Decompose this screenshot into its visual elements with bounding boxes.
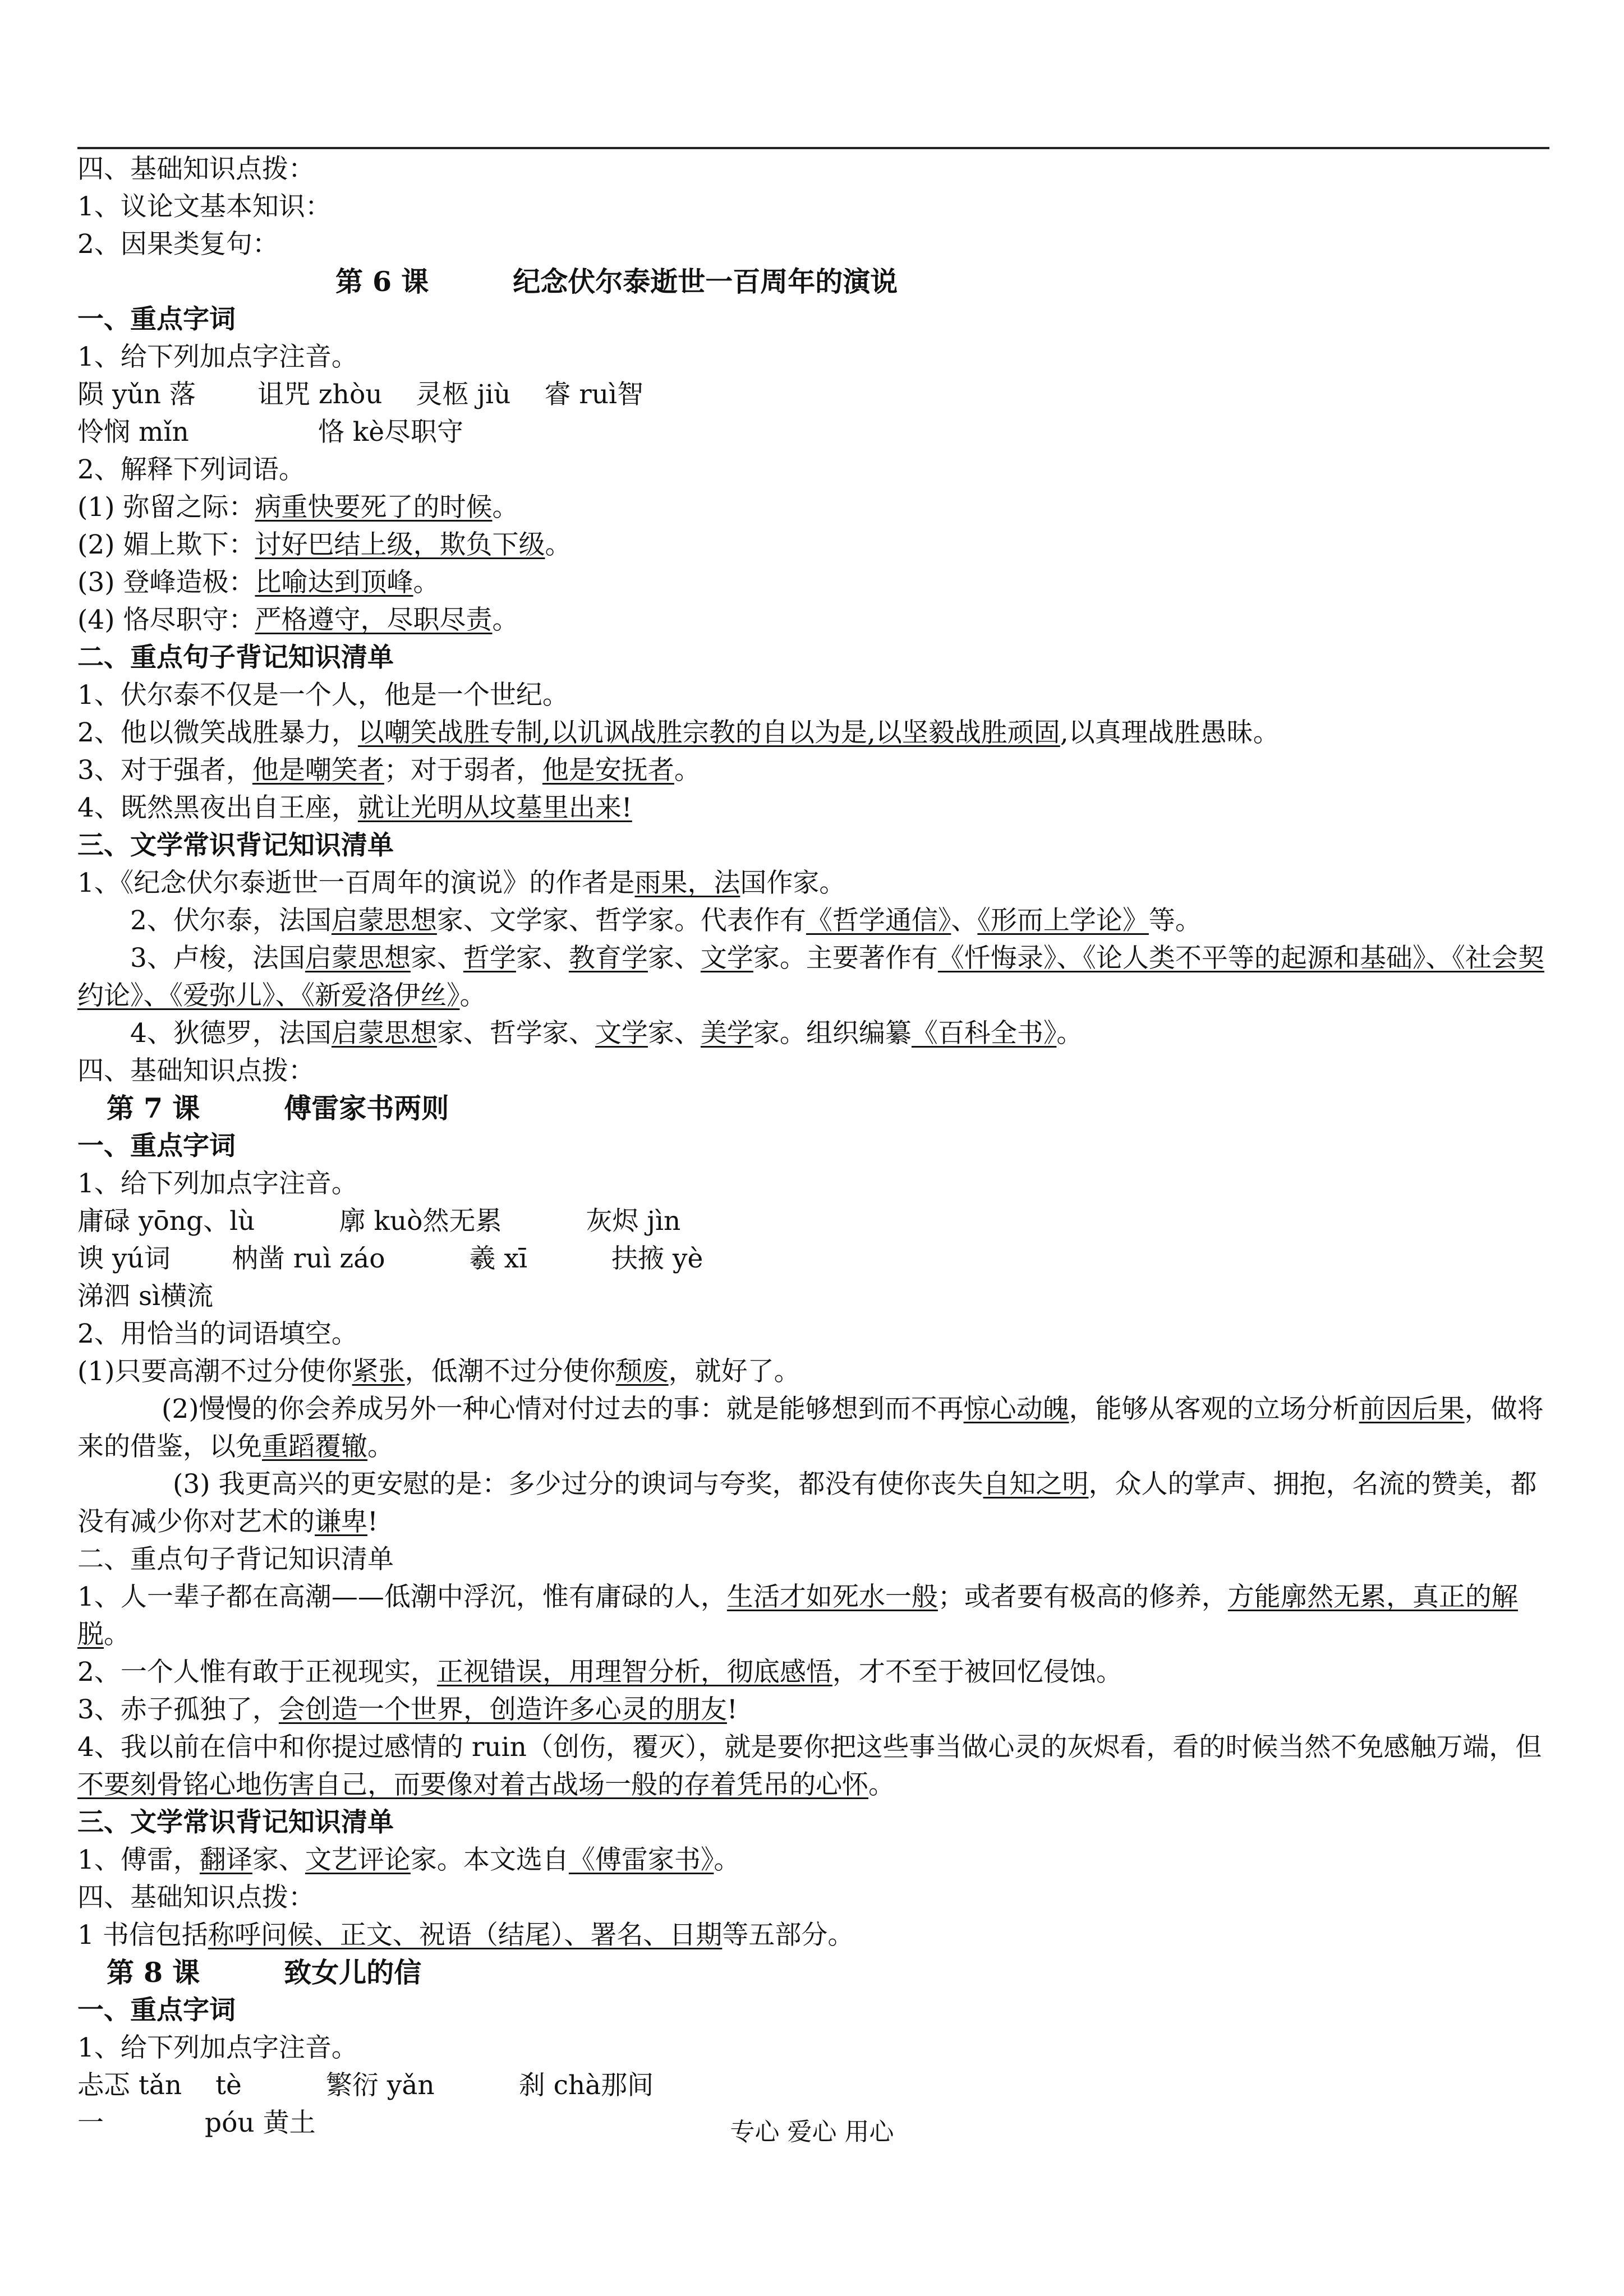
definition-line: (3) 登峰造极：比喻达到顶峰。 — [77, 567, 440, 598]
pinyin-line: 陨 yǔn 落 诅咒 zhòu 灵柩 jiù 睿 ruì智 — [77, 379, 644, 410]
text-line: (1)只要高潮不过分使你紧张，低潮不过分使你颓废，就好了。 — [77, 1356, 801, 1387]
text-line: 2、用恰当的词语填空。 — [77, 1318, 358, 1349]
text-line: 4、既然黑夜出自王座，就让光明从坟墓里出来! — [77, 792, 632, 823]
pinyin-line: 庸碌 yōng、lù 廓 kuò然无累 灰烬 jìn — [77, 1206, 681, 1237]
definition-line: (4) 恪尽职守：严格遵守，尽职尽责。 — [77, 605, 519, 635]
pinyin-line: 忐忑 tǎn tè 繁衍 yǎn 刹 chà那间 — [77, 2070, 654, 2101]
header-rule — [77, 147, 1549, 149]
pinyin-line: 涕泗 sì横流 — [77, 1281, 214, 1312]
text-line: 3、赤子孤独了，会创造一个世界，创造许多心灵的朋友! — [77, 1694, 738, 1725]
page-footer: 专心 爱心 用心 — [730, 2118, 894, 2146]
pinyin-line: 谀 yú词 枘凿 ruì záo 羲 xī 扶掖 yè — [77, 1243, 703, 1274]
section-heading: 一、重点字词 — [77, 304, 236, 335]
section-heading: 三、文学常识背记知识清单 — [77, 1807, 394, 1838]
text-line: 1、议论文基本知识： — [77, 191, 332, 222]
text-line: 1、给下列加点字注音。 — [77, 1168, 358, 1199]
text-line: 1 书信包括称呼问候、正文、祝语（结尾）、署名、日期等五部分。 — [77, 1920, 854, 1951]
section-heading: 二、重点句子背记知识清单 — [77, 642, 394, 673]
text-line: 1、给下列加点字注音。 — [77, 2032, 358, 2063]
text-line: 2、他以微笑战胜暴力，以嘲笑战胜专制,以讥讽战胜宗教的自以为是,以坚毅战胜顽固,以真理战胜愚昧。 — [77, 717, 1280, 748]
text-line: 4、狄德罗，法国启蒙思想家、哲学家、文学家、美学家。组织编纂《百科全书》。 — [130, 1018, 1083, 1049]
text-line: 四、基础知识点拨： — [77, 154, 315, 185]
text-paragraph: 4、我以前在信中和你提过感情的 ruin（创伤，覆灭），就是要你把这些事当做心灵的灰烬看，看的时候当然不免感触万端，但不要刻骨铭心地伤害自己，而要像对着古战场一般的存着凭吊的心怀。 — [77, 1732, 1542, 1800]
definition-line: (1) 弥留之际：病重快要死了的时候。 — [77, 492, 519, 523]
text-line: 1、傅雷，翻译家、文艺评论家。本文选自《傅雷家书》。 — [77, 1845, 740, 1875]
section-heading: 一、重点字词 — [77, 1131, 236, 1161]
pinyin-line: 一 póu 黄土 — [77, 2108, 316, 2138]
lesson-title: 第 8 课 致女儿的信 — [107, 1956, 422, 1989]
text-line: 2、伏尔泰，法国启蒙思想家、文学家、哲学家。代表作有《哲学通信》、《形而上学论》等。 — [130, 905, 1202, 936]
text-line: 1、《纪念伏尔泰逝世一百周年的演说》的作者是雨果，法国作家。 — [77, 868, 846, 898]
text-line: 2、解释下列词语。 — [77, 454, 305, 485]
text-line: 1、伏尔泰不仅是一个人，他是一个世纪。 — [77, 680, 569, 711]
text-line: 四、基础知识点拨： — [77, 1882, 315, 1913]
definition-line: (2) 媚上欺下：讨好巴结上级，欺负下级。 — [77, 529, 572, 560]
section-heading: 一、重点字词 — [77, 1995, 236, 2026]
text-line: 四、基础知识点拨： — [77, 1055, 315, 1086]
section-heading: 二、重点句子背记知识清单 — [77, 1544, 394, 1575]
pinyin-line: 怜悯 mǐn 恪 kè尽职守 — [77, 417, 464, 448]
lesson-title: 第 7 课 傅雷家书两则 — [107, 1092, 449, 1124]
document-body — [77, 150, 1553, 2142]
text-paragraph: 3、卢梭，法国启蒙思想家、哲学家、教育学家、文学家。主要著作有《忏悔录》、《论人类不平等的起源和基础》、《社会契约论》、《爱弥儿》、《新爱洛伊丝》。 — [77, 943, 1544, 1011]
text-line: 1、给下列加点字注音。 — [77, 342, 358, 372]
text-line: 2、因果类复句： — [77, 229, 279, 260]
lesson-title: 第 6 课 纪念伏尔泰逝世一百周年的演说 — [335, 265, 898, 298]
text-paragraph: (2)慢慢的你会养成另外一种心情对付过去的事：就是能够想到而不再惊心动魄，能够从客观的立场分析前因后果，做将来的借鉴，以免重蹈覆辙。 — [77, 1394, 1544, 1462]
text-paragraph: (3) 我更高兴的更安慰的是：多少过分的谀词与夸奖，都没有使你丧失自知之明，众人的掌声、拥抱，名流的赞美，都没有减少你对艺术的谦卑! — [77, 1469, 1537, 1537]
text-paragraph: 1、人一辈子都在高潮——低潮中浮沉，惟有庸碌的人，生活才如死水一般；或者要有极高的修养，方能廓然无累，真正的解脱。 — [77, 1582, 1518, 1650]
text-line: 2、一个人惟有敢于正视现实，正视错误，用理智分析，彻底感悟，才不至于被回忆侵蚀。 — [77, 1657, 1122, 1688]
text-line: 3、对于强者，他是嘲笑者；对于弱者，他是安抚者。 — [77, 755, 701, 786]
section-heading: 三、文学常识背记知识清单 — [77, 830, 394, 861]
